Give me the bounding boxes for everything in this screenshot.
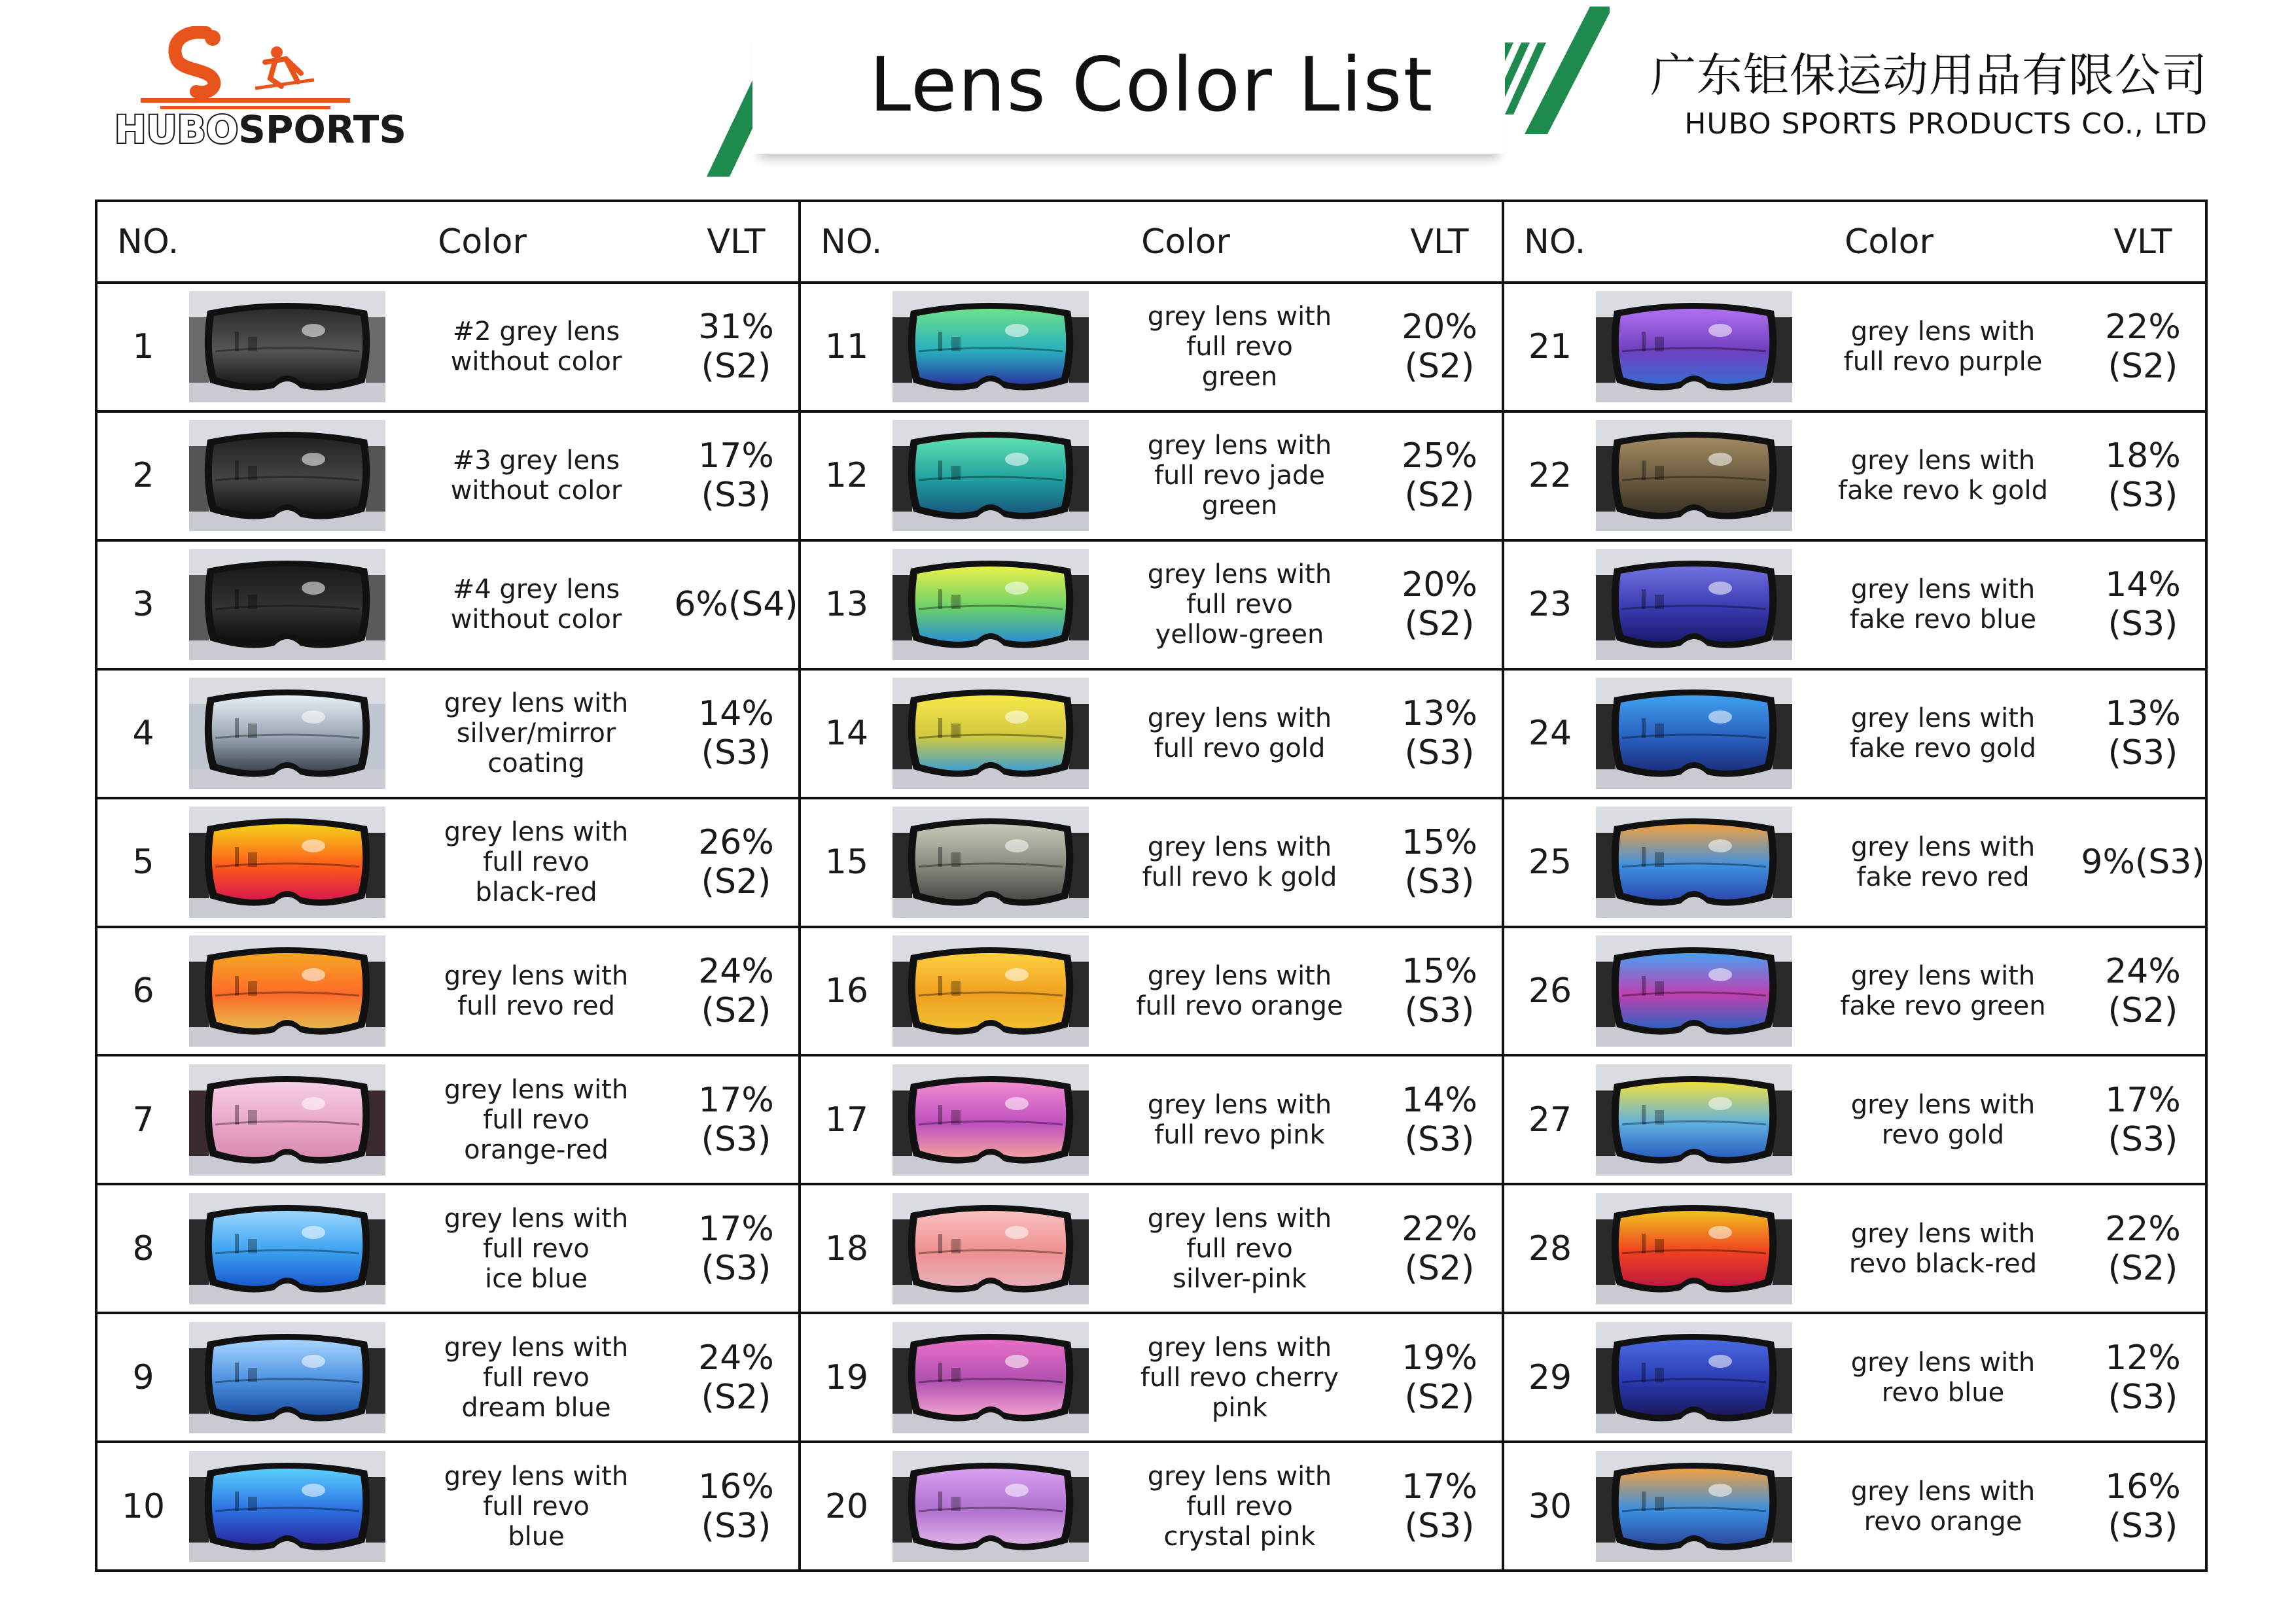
lens-number: 23 xyxy=(1528,585,1572,625)
brand-logo xyxy=(115,26,407,157)
goggle-image-cell xyxy=(1596,1314,1805,1440)
goggle-image-cell xyxy=(1596,1443,1805,1569)
table-column xyxy=(97,202,798,1569)
lens-number: 5 xyxy=(132,843,154,882)
page-title: Lens Color List xyxy=(869,41,1434,128)
goggle-image-cell xyxy=(1596,413,1805,539)
goggle-image-cell xyxy=(892,1314,1102,1440)
lens-vlt: 24%(S2) xyxy=(698,951,774,1030)
goggle-image-cell xyxy=(189,928,398,1055)
table-row xyxy=(801,410,1502,539)
lens-number: 4 xyxy=(132,714,154,754)
goggle-image-cell xyxy=(189,1185,398,1312)
goggle-image-cell xyxy=(892,799,1102,926)
table-row xyxy=(801,1312,1502,1440)
goggle-image-cell xyxy=(189,1443,398,1569)
table-row xyxy=(801,539,1502,668)
goggle-image-cell xyxy=(189,284,398,410)
lens-number: 15 xyxy=(824,843,869,882)
lens-number: 3 xyxy=(132,585,154,625)
goggle-lens-image xyxy=(892,807,1089,918)
goggle-image-cell xyxy=(892,1056,1102,1183)
goggle-image-cell xyxy=(189,799,398,926)
table-row xyxy=(97,410,798,539)
goggle-image-cell xyxy=(189,413,398,539)
lens-number: 16 xyxy=(824,971,869,1011)
header-no: NO. xyxy=(821,222,883,262)
goggle-image-cell xyxy=(189,1314,398,1440)
lens-vlt: 16%(S3) xyxy=(698,1467,774,1546)
goggle-lens-image xyxy=(1596,935,1792,1047)
goggle-image-cell xyxy=(1596,1185,1805,1312)
goggle-lens-image xyxy=(892,420,1089,531)
lens-number: 28 xyxy=(1528,1229,1572,1268)
lens-number: 14 xyxy=(824,714,869,754)
goggle-image-cell xyxy=(892,413,1102,539)
goggle-lens-image xyxy=(892,1451,1089,1562)
lens-number: 30 xyxy=(1528,1486,1572,1526)
lens-color-name: grey lens with silver/mirror coating xyxy=(444,688,629,779)
logo-text-hubo: HUBO xyxy=(115,107,239,152)
lens-vlt: 19%(S2) xyxy=(1402,1338,1477,1417)
goggle-lens-image xyxy=(189,678,385,789)
table-row xyxy=(97,926,798,1055)
company-name-cn: 广东钜保运动用品有限公司 xyxy=(1650,48,2208,102)
table-row xyxy=(97,668,798,797)
lens-number: 6 xyxy=(132,971,154,1011)
lens-number: 27 xyxy=(1528,1100,1572,1140)
table-row xyxy=(801,1440,1502,1569)
lens-number: 21 xyxy=(1528,327,1572,367)
header-vlt: VLT xyxy=(1410,222,1469,262)
lens-color-name: grey lens with revo orange xyxy=(1850,1476,2036,1537)
goggle-lens-image xyxy=(189,1322,385,1433)
goggle-image-cell xyxy=(892,671,1102,797)
lens-vlt: 13%(S3) xyxy=(2105,694,2181,773)
lens-vlt: 22%(S2) xyxy=(2105,307,2181,387)
header-vlt: VLT xyxy=(2113,222,2172,262)
lens-number: 1 xyxy=(132,327,154,367)
lens-number: 29 xyxy=(1528,1357,1572,1397)
table-header-row xyxy=(97,202,798,284)
lens-vlt: 24%(S2) xyxy=(2105,951,2181,1030)
lens-color-name: grey lens with revo blue xyxy=(1850,1347,2036,1408)
goggle-image-cell xyxy=(892,1185,1102,1312)
goggle-lens-image xyxy=(892,678,1089,789)
table-row xyxy=(1504,539,2205,668)
lens-color-name: grey lens with full revo k gold xyxy=(1142,832,1337,893)
table-row xyxy=(97,1312,798,1440)
goggle-image-cell xyxy=(1596,671,1805,797)
lens-vlt: 6%(S4) xyxy=(674,585,798,625)
goggle-image-cell xyxy=(892,542,1102,668)
table-row xyxy=(97,1054,798,1183)
table-row xyxy=(801,797,1502,926)
goggle-lens-image xyxy=(892,1064,1089,1176)
lens-number: 11 xyxy=(824,327,869,367)
lens-color-name: grey lens with fake revo green xyxy=(1840,960,2046,1021)
table-row xyxy=(1504,668,2205,797)
header-no: NO. xyxy=(117,222,179,262)
goggle-lens-image xyxy=(189,291,385,402)
goggle-lens-image xyxy=(1596,420,1792,531)
logo-text-sports: SPORTS xyxy=(238,107,407,152)
goggle-image-cell xyxy=(1596,928,1805,1055)
lens-color-name: grey lens with fake revo gold xyxy=(1849,703,2037,764)
company-name-en: HUBO SPORTS PRODUCTS CO., LTD xyxy=(1684,107,2208,141)
lens-vlt: 9%(S3) xyxy=(2081,843,2205,882)
goggle-image-cell xyxy=(189,542,398,668)
table-row xyxy=(1504,1183,2205,1312)
table-row xyxy=(801,926,1502,1055)
goggle-image-cell xyxy=(1596,542,1805,668)
lens-number: 26 xyxy=(1528,971,1572,1011)
goggle-lens-image xyxy=(189,1451,385,1562)
lens-color-name: grey lens with fake revo blue xyxy=(1849,574,2037,635)
lens-color-name: grey lens with full revo cherry pink xyxy=(1140,1332,1339,1423)
lens-number: 10 xyxy=(121,1486,166,1526)
table-row xyxy=(1504,410,2205,539)
lens-color-name: #2 grey lens without color xyxy=(450,317,622,377)
table-header-row xyxy=(801,202,1502,284)
lens-color-name: grey lens with full revo purple xyxy=(1843,317,2043,377)
goggle-lens-image xyxy=(189,935,385,1047)
lens-color-name: grey lens with full revo pink xyxy=(1147,1089,1332,1150)
goggle-lens-image xyxy=(189,549,385,660)
goggle-lens-image xyxy=(1596,1322,1792,1433)
goggle-lens-image xyxy=(1596,1193,1792,1304)
header-vlt: VLT xyxy=(707,222,766,262)
goggle-image-cell xyxy=(1596,799,1805,926)
lens-vlt: 22%(S2) xyxy=(2105,1209,2181,1288)
header-color: Color xyxy=(1141,222,1230,262)
goggle-lens-image xyxy=(189,807,385,918)
table-row xyxy=(1504,1054,2205,1183)
lens-color-name: grey lens with full revo silver-pink xyxy=(1147,1203,1332,1294)
goggle-image-cell xyxy=(892,928,1102,1055)
goggle-lens-image xyxy=(1596,291,1792,402)
lens-vlt: 26%(S2) xyxy=(698,823,774,902)
goggle-lens-image xyxy=(892,549,1089,660)
lens-vlt: 16%(S3) xyxy=(2105,1467,2181,1546)
table-row xyxy=(1504,284,2205,410)
lens-color-name: grey lens with full revo crystal pink xyxy=(1147,1461,1332,1552)
lens-vlt: 17%(S3) xyxy=(698,436,774,515)
lens-vlt: 12%(S3) xyxy=(2105,1338,2181,1417)
goggle-lens-image xyxy=(892,935,1089,1047)
table-row xyxy=(97,1440,798,1569)
lens-vlt: 17%(S3) xyxy=(698,1080,774,1159)
table-row xyxy=(801,1054,1502,1183)
lens-vlt: 17%(S3) xyxy=(2105,1080,2181,1159)
lens-color-name: grey lens with full revo gold xyxy=(1147,703,1332,764)
goggle-lens-image xyxy=(189,1193,385,1304)
table-row xyxy=(801,284,1502,410)
table-row xyxy=(801,668,1502,797)
lens-vlt: 24%(S2) xyxy=(698,1338,774,1417)
goggle-lens-image xyxy=(189,1064,385,1176)
lens-number: 13 xyxy=(824,585,869,625)
lens-vlt: 13%(S3) xyxy=(1402,694,1477,773)
lens-color-name: grey lens with full revo orange xyxy=(1136,960,1343,1021)
lens-color-name: grey lens with full revo yellow-green xyxy=(1147,559,1332,650)
lens-number: 19 xyxy=(824,1357,869,1397)
lens-color-name: #4 grey lens without color xyxy=(450,574,622,635)
lens-vlt: 17%(S3) xyxy=(698,1209,774,1288)
lens-color-name: grey lens with full revo blue xyxy=(444,1461,629,1552)
lens-vlt: 20%(S2) xyxy=(1402,307,1477,387)
skier-logo-icon xyxy=(115,26,376,111)
lens-number: 9 xyxy=(132,1357,154,1397)
goggle-lens-image xyxy=(1596,1064,1792,1176)
lens-number: 7 xyxy=(132,1100,154,1140)
lens-color-name: grey lens with revo black-red xyxy=(1848,1218,2038,1279)
lens-color-name: grey lens with fake revo k gold xyxy=(1838,445,2048,506)
table-row xyxy=(97,1183,798,1312)
goggle-lens-image xyxy=(1596,678,1792,789)
table-row xyxy=(801,1183,1502,1312)
lens-number: 22 xyxy=(1528,456,1572,496)
lens-color-name: grey lens with revo gold xyxy=(1850,1089,2036,1150)
header-no: NO. xyxy=(1524,222,1586,262)
goggle-lens-image xyxy=(892,291,1089,402)
lens-color-table xyxy=(95,200,2208,1572)
lens-number: 18 xyxy=(824,1229,869,1268)
lens-number: 24 xyxy=(1528,714,1572,754)
lens-color-name: #3 grey lens without color xyxy=(450,445,622,506)
lens-color-name: grey lens with full revo red xyxy=(444,960,629,1021)
lens-number: 8 xyxy=(132,1229,154,1268)
goggle-lens-image xyxy=(1596,807,1792,918)
lens-color-name: grey lens with full revo dream blue xyxy=(444,1332,629,1423)
lens-vlt: 22%(S2) xyxy=(1402,1209,1477,1288)
lens-vlt: 25%(S2) xyxy=(1402,436,1477,515)
lens-number: 12 xyxy=(824,456,869,496)
table-row xyxy=(1504,1440,2205,1569)
lens-color-name: grey lens with full revo ice blue xyxy=(444,1203,629,1294)
table-header-row xyxy=(1504,202,2205,284)
lens-vlt: 31%(S2) xyxy=(698,307,774,387)
table-row xyxy=(1504,797,2205,926)
lens-number: 17 xyxy=(824,1100,869,1140)
table-row xyxy=(97,797,798,926)
table-column xyxy=(1502,202,2205,1569)
header-color: Color xyxy=(1845,222,1934,262)
goggle-lens-image xyxy=(1596,1451,1792,1562)
goggle-image-cell xyxy=(1596,284,1805,410)
lens-vlt: 18%(S3) xyxy=(2105,436,2181,515)
goggle-image-cell xyxy=(892,284,1102,410)
table-row xyxy=(97,284,798,410)
logo-wordmark xyxy=(115,103,407,156)
table-row xyxy=(97,539,798,668)
company-info xyxy=(1650,46,2208,144)
goggle-lens-image xyxy=(1596,549,1792,660)
lens-color-name: grey lens with full revo green xyxy=(1147,302,1332,393)
title-banner xyxy=(694,3,1610,180)
lens-vlt: 15%(S3) xyxy=(1402,823,1477,902)
goggle-lens-image xyxy=(892,1322,1089,1433)
table-row xyxy=(1504,926,2205,1055)
goggle-image-cell xyxy=(189,1056,398,1183)
lens-number: 25 xyxy=(1528,843,1572,882)
lens-vlt: 20%(S2) xyxy=(1402,565,1477,644)
header-color: Color xyxy=(438,222,527,262)
goggle-lens-image xyxy=(189,420,385,531)
lens-color-name: grey lens with fake revo red xyxy=(1850,832,2036,893)
lens-vlt: 17%(S3) xyxy=(1402,1467,1477,1546)
lens-color-name: grey lens with full revo orange-red xyxy=(444,1074,629,1165)
lens-vlt: 14%(S3) xyxy=(698,694,774,773)
lens-vlt: 14%(S3) xyxy=(2105,565,2181,644)
goggle-image-cell xyxy=(1596,1056,1805,1183)
lens-color-name: grey lens with full revo black-red xyxy=(444,817,629,908)
lens-color-name: grey lens with full revo jade green xyxy=(1147,430,1332,521)
goggle-lens-image xyxy=(892,1193,1089,1304)
table-row xyxy=(1504,1312,2205,1440)
lens-number: 2 xyxy=(132,456,154,496)
lens-vlt: 14%(S3) xyxy=(1402,1080,1477,1159)
table-column xyxy=(798,202,1502,1569)
goggle-image-cell xyxy=(189,671,398,797)
lens-vlt: 15%(S3) xyxy=(1402,951,1477,1030)
goggle-image-cell xyxy=(892,1443,1102,1569)
lens-number: 20 xyxy=(824,1486,869,1526)
